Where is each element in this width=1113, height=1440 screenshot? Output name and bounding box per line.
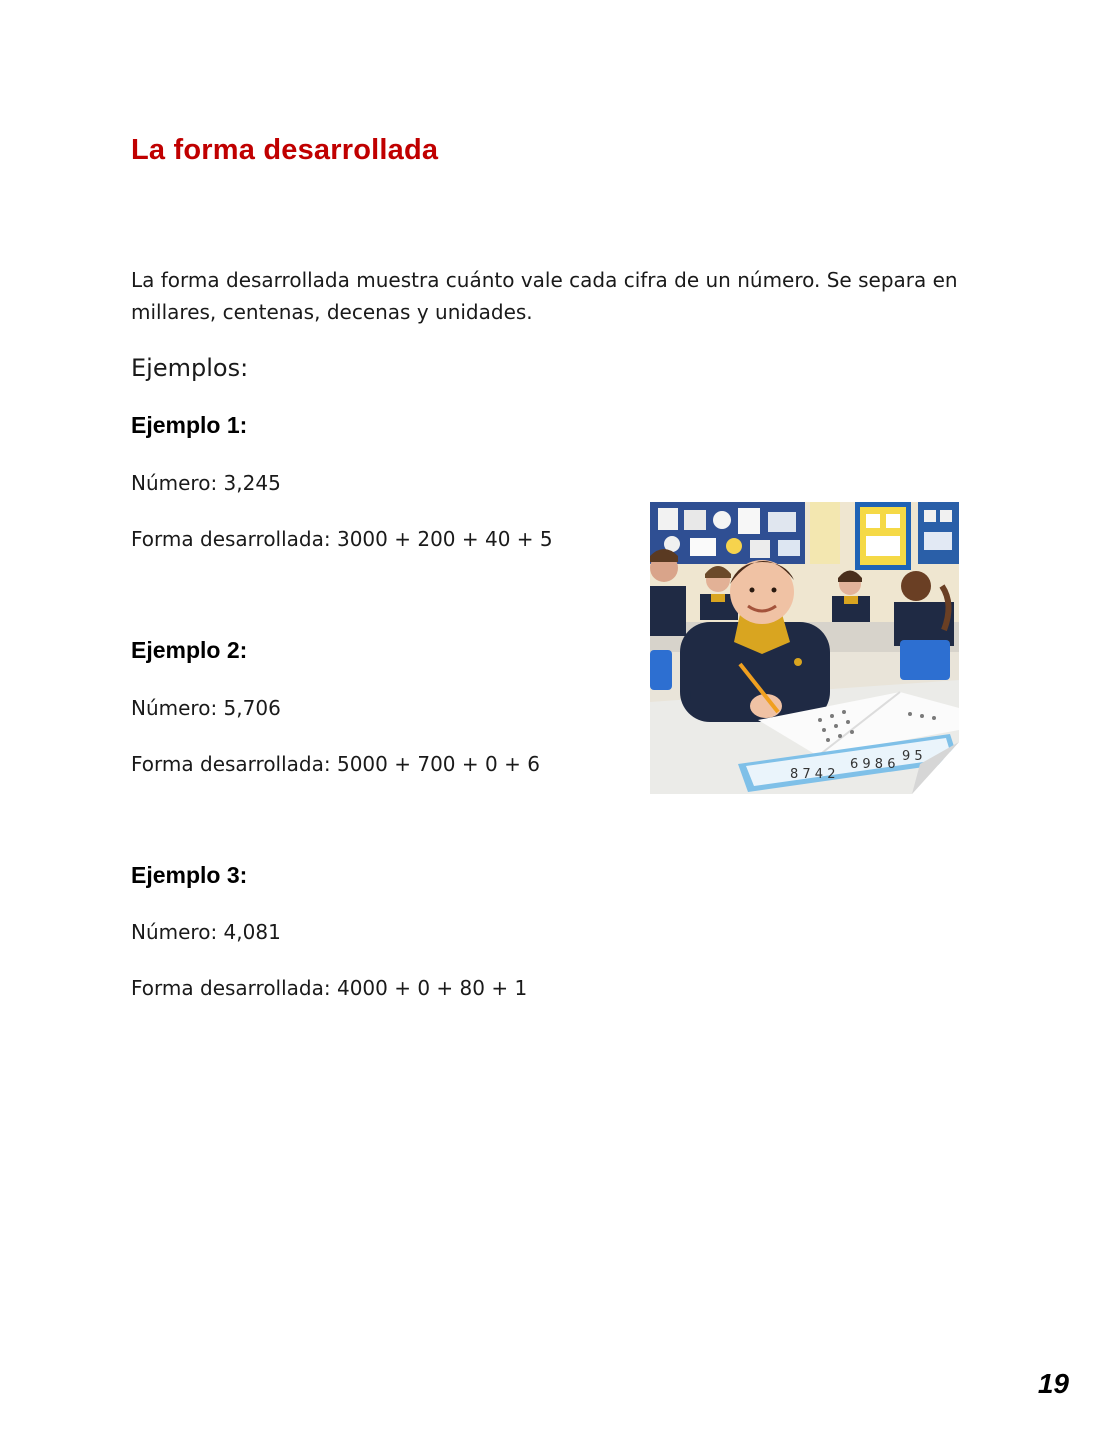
classroom-photo [650, 502, 959, 794]
example-2-expanded: Forma desarrollada: 5000 + 700 + 0 + 6 [131, 752, 540, 776]
example-1-expanded: Forma desarrollada: 3000 + 200 + 40 + 5 [131, 527, 553, 551]
classroom-illustration [650, 502, 959, 794]
svg-text:9 5: 9 5 [902, 749, 923, 764]
example-2-number: Número: 5,706 [131, 696, 281, 720]
svg-text:6 9 8 6: 6 9 8 6 [850, 757, 896, 772]
example-3-title: Ejemplo 3: [131, 862, 248, 888]
example-2-title: Ejemplo 2: [131, 637, 248, 663]
example-1-number: Número: 3,245 [131, 471, 281, 495]
page-title: La forma desarrollada [131, 134, 439, 166]
example-1-title: Ejemplo 1: [131, 412, 248, 438]
example-3-expanded: Forma desarrollada: 4000 + 0 + 80 + 1 [131, 976, 528, 1000]
example-3-number: Número: 4,081 [131, 920, 281, 944]
intro-paragraph: La forma desarrollada muestra cuánto vale cada cifra de un número. Se separa en millares, centenas, decenas y unidades. [131, 268, 958, 324]
page-number: 19 [1037, 1368, 1069, 1399]
svg-text:8 7 4 2: 8 7 4 2 [790, 767, 836, 782]
examples-heading: Ejemplos: [131, 354, 249, 382]
